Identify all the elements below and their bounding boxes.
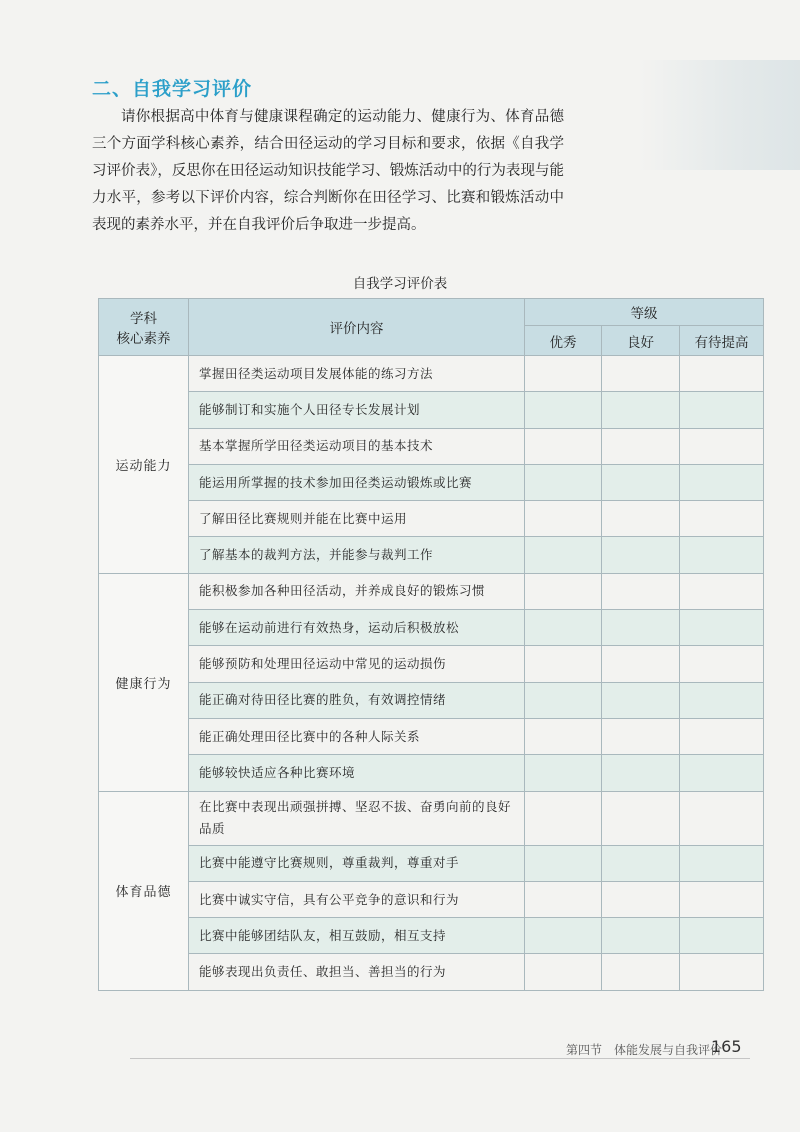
- grade-excellent-cell[interactable]: [525, 718, 602, 754]
- evaluation-item: 能够较快适应各种比赛环境: [189, 755, 525, 791]
- evaluation-item: 能够表现出负责任、敢担当、善担当的行为: [189, 954, 525, 990]
- grade-header: 等级: [525, 299, 764, 326]
- section-title: 二、自我学习评价: [92, 78, 253, 100]
- evaluation-item: 了解基本的裁判方法，并能参与裁判工作: [189, 537, 525, 573]
- table-row: [99, 718, 764, 754]
- grade-good-cell[interactable]: [602, 791, 680, 845]
- grade-improve-header: 有待提高: [680, 326, 764, 356]
- table-header: [99, 299, 764, 356]
- grade-good-cell[interactable]: [602, 954, 680, 990]
- grade-good-cell[interactable]: [602, 646, 680, 682]
- evaluation-item: 基本掌握所学田径类运动项目的基本技术: [189, 428, 525, 464]
- category-header: [99, 299, 189, 356]
- grade-excellent-cell[interactable]: [525, 537, 602, 573]
- grade-excellent-cell[interactable]: [525, 428, 602, 464]
- table-row: [99, 845, 764, 881]
- evaluation-item: 在比赛中表现出顽强拼搏、坚忍不拔、奋勇向前的良好品质: [189, 791, 525, 845]
- grade-excellent-cell[interactable]: [525, 573, 602, 609]
- grade-excellent-cell[interactable]: [525, 464, 602, 500]
- intro-paragraph: [92, 104, 564, 239]
- grade-excellent-cell[interactable]: [525, 845, 602, 881]
- evaluation-item: 能够预防和处理田径运动中常见的运动损伤: [189, 646, 525, 682]
- page-number: 165: [711, 1037, 742, 1056]
- intro-line: 断你在田径学习、比赛和锻炼活动中表现的素养水平，并在自我: [92, 190, 565, 233]
- table-row: [99, 356, 764, 392]
- grade-good-cell[interactable]: [602, 682, 680, 718]
- footer-divider: [130, 1058, 750, 1059]
- evaluation-item: 能运用所掌握的技术参加田径类运动锻炼或比赛: [189, 464, 525, 500]
- table-row: [99, 501, 764, 537]
- table-row: [99, 646, 764, 682]
- grade-improve-cell[interactable]: [680, 682, 764, 718]
- grade-improve-cell[interactable]: [680, 428, 764, 464]
- grade-excellent-cell[interactable]: [525, 501, 602, 537]
- table-row: [99, 428, 764, 464]
- intro-line: 体育品德三个方面学科核心素养，结合田径运动的学习目标和要: [92, 109, 564, 152]
- category-header-line1: 学科: [130, 311, 157, 327]
- grade-good-cell[interactable]: [602, 537, 680, 573]
- evaluation-table: [98, 298, 764, 991]
- table-body: [99, 356, 764, 991]
- grade-good-cell[interactable]: [602, 501, 680, 537]
- table-row: [99, 791, 764, 845]
- grade-good-cell[interactable]: [602, 356, 680, 392]
- category-header-line2: 核心素养: [116, 331, 171, 347]
- evaluation-item: 能正确处理田径比赛中的各种人际关系: [189, 718, 525, 754]
- category-cell: 运动能力: [99, 356, 189, 574]
- table-row: [99, 755, 764, 791]
- grade-good-cell[interactable]: [602, 918, 680, 954]
- evaluation-item: 能积极参加各种田径活动，并养成良好的锻炼习惯: [189, 573, 525, 609]
- footer-chapter-label: 第四节 体能发展与自我评价: [566, 1043, 723, 1057]
- grade-excellent-cell[interactable]: [525, 610, 602, 646]
- grade-improve-cell[interactable]: [680, 881, 764, 917]
- grade-good-cell[interactable]: [602, 755, 680, 791]
- evaluation-item: 能够在运动前进行有效热身，运动后积极放松: [189, 610, 525, 646]
- grade-improve-cell[interactable]: [680, 573, 764, 609]
- grade-improve-cell[interactable]: [680, 537, 764, 573]
- table-row: [99, 881, 764, 917]
- evaluation-item: 比赛中能遵守比赛规则，尊重裁判，尊重对手: [189, 845, 525, 881]
- grade-improve-cell[interactable]: [680, 610, 764, 646]
- watermark-band: [640, 60, 800, 170]
- table-caption: 自我学习评价表: [352, 276, 448, 292]
- grade-excellent-cell[interactable]: [525, 791, 602, 845]
- grade-excellent-header: 优秀: [525, 326, 602, 356]
- table-row: [99, 573, 764, 609]
- intro-line: 评价后争取进一步提高。: [266, 217, 426, 233]
- table-row: [99, 682, 764, 718]
- grade-good-cell[interactable]: [602, 718, 680, 754]
- intro-line: 求，依据《自我学习评价表》，反思你在田径运动知识技能学习、: [92, 136, 565, 179]
- table-row: [99, 464, 764, 500]
- evaluation-item: 比赛中能够团结队友，相互鼓励，相互支持: [189, 918, 525, 954]
- grade-good-cell[interactable]: [602, 610, 680, 646]
- grade-improve-cell[interactable]: [680, 954, 764, 990]
- table-row: [99, 392, 764, 428]
- intro-line: 请你根据高中体育与健康课程确定的运动能力、健康行为、: [121, 109, 506, 125]
- evaluation-item: 比赛中诚实守信，具有公平竞争的意识和行为: [189, 881, 525, 917]
- evaluation-item: 能正确对待田径比赛的胜负，有效调控情绪: [189, 682, 525, 718]
- table-row: [99, 537, 764, 573]
- grade-good-cell[interactable]: [602, 845, 680, 881]
- evaluation-item: 了解田径比赛规则并能在比赛中运用: [189, 501, 525, 537]
- grade-excellent-cell[interactable]: [525, 954, 602, 990]
- grade-good-header: 良好: [602, 326, 680, 356]
- grade-good-cell[interactable]: [602, 881, 680, 917]
- grade-improve-cell[interactable]: [680, 755, 764, 791]
- table-row: [99, 954, 764, 990]
- grade-improve-cell[interactable]: [680, 464, 764, 500]
- category-cell: 健康行为: [99, 573, 189, 791]
- grade-excellent-cell[interactable]: [525, 356, 602, 392]
- content-header: 评价内容: [189, 299, 525, 356]
- grade-excellent-cell[interactable]: [525, 682, 602, 718]
- grade-improve-cell[interactable]: [680, 501, 764, 537]
- grade-excellent-cell[interactable]: [525, 646, 602, 682]
- table-row: [99, 610, 764, 646]
- grade-improve-cell[interactable]: [680, 718, 764, 754]
- table-row: [99, 918, 764, 954]
- category-cell: 体育品德: [99, 791, 189, 990]
- grade-improve-cell[interactable]: [680, 845, 764, 881]
- grade-excellent-cell[interactable]: [525, 392, 602, 428]
- grade-improve-cell[interactable]: [680, 356, 764, 392]
- grade-improve-cell[interactable]: [680, 791, 764, 845]
- grade-improve-cell[interactable]: [680, 646, 764, 682]
- grade-improve-cell[interactable]: [680, 918, 764, 954]
- grade-good-cell[interactable]: [602, 464, 680, 500]
- grade-excellent-cell[interactable]: [525, 755, 602, 791]
- grade-good-cell[interactable]: [602, 392, 680, 428]
- evaluation-item: 能够制订和实施个人田径专长发展计划: [189, 392, 525, 428]
- grade-excellent-cell[interactable]: [525, 881, 602, 917]
- grade-excellent-cell[interactable]: [525, 918, 602, 954]
- evaluation-item: 掌握田径类运动项目发展体能的练习方法: [189, 356, 525, 392]
- grade-good-cell[interactable]: [602, 573, 680, 609]
- grade-improve-cell[interactable]: [680, 392, 764, 428]
- intro-line: 锻炼活动中的行为表现与能力水平，参考以下评价内容，综合判: [92, 163, 565, 206]
- grade-good-cell[interactable]: [602, 428, 680, 464]
